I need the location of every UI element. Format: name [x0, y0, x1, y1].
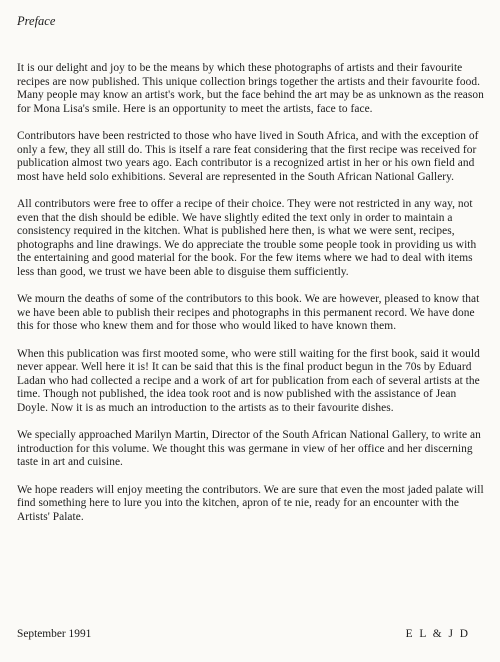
page-heading: Preface [17, 14, 56, 28]
paragraph: Contributors have been restricted to those who have lived in South Africa, and with the exception of only a few, they all still do. This is itself a rare feat considering that the first recipe was received for publication almost two years ago. Each contributor is a recognized artist in her or his own field and most have held solo exhibitions. Several are represented in the South African National Gallery. [17, 130, 479, 183]
paragraph: We mourn the deaths of some of the contributors to this book. We are however, pleased to know that we have been able to publish their recipes and photographs in this permanent record. We have done this for those who knew them and for those who would liked to have known them. [17, 293, 480, 332]
paragraph: We specially approached Marilyn Martin, Director of the South African National Gallery, to write an introduction for this volume. We thought this was germane in view of her office and her discerning taste in art and cuisine. [17, 429, 481, 468]
date-line: September 1991 [17, 628, 92, 640]
paragraph: When this publication was first mooted some, who were still waiting for the first book, said it would never appear. Well here it is! It can be said that this is the final product begun in the 70s by Eduard Ladan who had collected a recipe and a work of art for publication from each of several artists at the time. Though not published, the idea took root and is now published with the assistance of Jean Doyle. Now it is as much an introduction to the artists as to their favourite dishes. [17, 347, 480, 414]
footer [17, 628, 470, 640]
author-initials: E L & J D [405, 628, 470, 640]
paragraph: It is our delight and joy to be the means by which these photographs of artists and their favourite recipes are now published. This unique collection brings together the artists and their favourite food. Many people may know an artist's work, but the face behind the art may be as unknown as the reason for Mona Lisa's smile. Here is an opportunity to meet the artists, face to face. [17, 62, 484, 115]
paragraph: All contributors were free to offer a recipe of their choice. They were not restricted in any way, not even that the dish should be edible. We have slightly edited the text only in order to maintain a consistency required in the kitchen. What is published here then, is what we were sent, recipes, photographs and line drawings. We do appreciate the trouble some people took in providing us with the entertaining and good material for the book. For the few items where we had to deal with items less than good, we trust we have been able to disguise them sufficiently. [17, 198, 477, 278]
paragraph: We hope readers will enjoy meeting the contributors. We are sure that even the most jaded palate will find something here to lure you into the kitchen, apron of te nie, ready for an encounter with the Artists' Palate. [17, 483, 484, 523]
